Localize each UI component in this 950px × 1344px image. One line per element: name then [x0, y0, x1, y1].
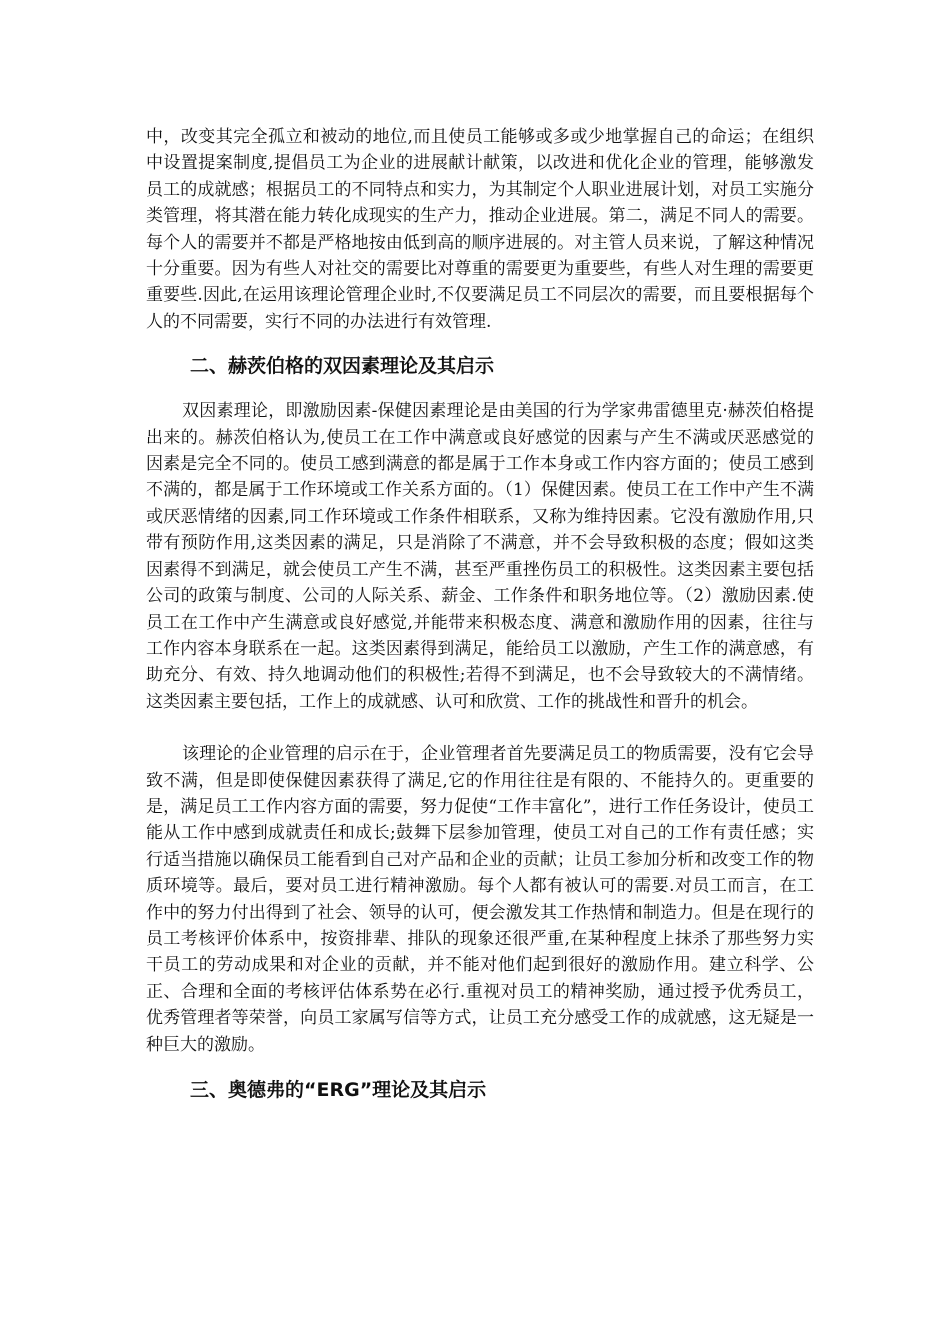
body-paragraph-two-factor-theory: 双因素理论，即激励因素-保健因素理论是由美国的行为学家弗雷德里克·赫茨伯格提出来的。赫茨伯格认为,使员工在工作中满意或良好感觉的因素与产生不满或厌恶感觉的因素是完全不同的。使员工感到满意的都是属于工作本身或工作内容方面的；使员工感到不满的，都是属于工作环境或工作关系方面的。（1）保健因素。使员工在工作中产生不满或厌恶情绪的因素,同工作环境或工作条件相联系，又称为维持因素。它没有激励作用,只带有预防作用,这类因素的满足，只是消除了不满意，并不会导致积极的态度；假如这类因素得不到满足，就会使员工产生不满，甚至严重挫伤员工的积极性。这类因素主要包括公司的政策与制度、公司的人际关系、薪金、工作条件和职务地位等。（2）激励因素.使员工在工作中产生满意或良好感觉,并能带来积极态度、满意和激励作用的因素，往往与工作内容本身联系在一起。这类因素得到满足，能给员工以激励，产生工作的满意感，有助充分、有效、持久地调动他们的积极性;若得不到满足，也不会导致较大的不满情绪。这类因素主要包括，工作上的成就感、认可和欣赏、工作的挑战性和晋升的机会。 — [146, 401, 814, 712]
body-paragraph-continued: 中，改变其完全孤立和被动的地位,而且使员工能够或多或少地掌握自己的命运；在组织中设置提案制度,提倡员工为企业的进展献计献策，以改进和优化企业的管理，能够激发员工的成就感；根据员工的不同特点和实力，为其制定个人职业进展计划，对员工实施分类管理，将其潜在能力转化成现实的生产力，推动企业进展。第二，满足不同人的需要。每个人的需要并不都是严格地按由低到高的顺序进展的。对主管人员来说，了解这种情况十分重要。因为有些人对社交的需要比对尊重的需要更为重要些，有些人对生理的需要更重要些.因此,在运用该理论管理企业时,不仅要满足员工不同层次的需要，而且要根据每个人的不同需要，实行不同的办法进行有效管理. — [146, 127, 814, 332]
section-heading-erg-theory: 三、奥德弗的“ERG”理论及其启示 — [190, 1079, 487, 1101]
body-paragraph-management-implications: 该理论的企业管理的启示在于，企业管理者首先要满足员工的物质需要，没有它会导致不满，但是即使保健因素获得了满足,它的作用往往是有限的、不能持久的。更重要的是，满足员工工作内容方面的需要，努力促使“工作丰富化”，进行工作任务设计，使员工能从工作中感到成就责任和成长;鼓舞下层参加管理，使员工对自己的工作有责任感；实行适当措施以确保员工能看到自己对产品和企业的贡献；让员工参加分析和改变工作的物质环境等。最后，要对员工进行精神激励。每个人都有被认可的需要.对员工而言，在工作中的努力付出得到了社会、领导的认可，便会激发其工作热情和制造力。但是在现行的员工考核评价体系中，按资排辈、排队的现象还很严重,在某种程度上抹杀了那些努力实干员工的劳动成果和对企业的贡献，并不能对他们起到很好的激励作用。建立科学、公正、合理和全面的考核评估体系势在必行.重视对员工的精神奖励，通过授予优秀员工，优秀管理者等荣誉，向员工家属写信等方式，让员工充分感受工作的成就感，这无疑是一种巨大的激励。 — [146, 744, 814, 1055]
section-heading-herzberg: 二、赫茨伯格的双因素理论及其启示 — [190, 355, 495, 378]
document-body — [146, 124, 814, 1104]
